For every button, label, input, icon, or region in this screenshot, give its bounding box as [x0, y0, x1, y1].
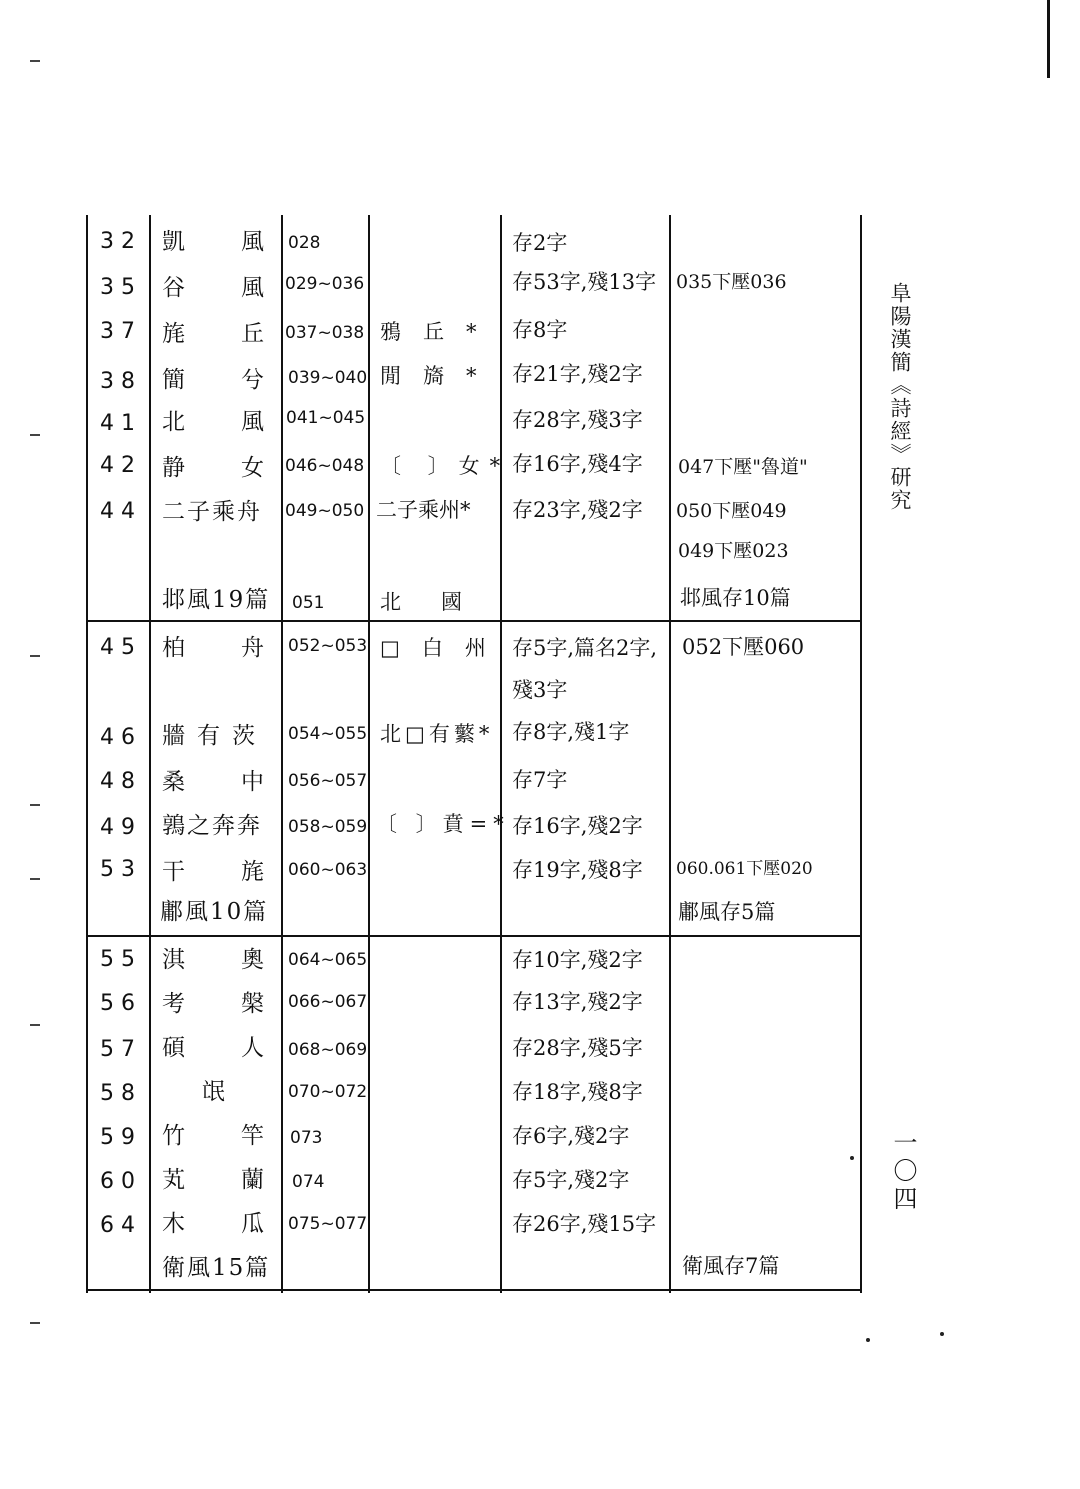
ode-title-char: 凱 [162, 229, 185, 255]
overlap-note: 049下壓023 [678, 540, 789, 562]
column-divider [149, 215, 151, 1293]
preserved-count: 存13字,殘2字 [512, 990, 643, 1014]
ode-title-char: 瓜 [241, 1211, 264, 1237]
ode-title-char: 槃 [241, 991, 264, 1017]
ode-title-char: 北 [162, 409, 185, 435]
slip-range: 054~055 [288, 724, 368, 744]
slip-range: 039~040 [288, 368, 368, 388]
ode-title-char: 丘 [241, 321, 264, 347]
ode-number: 60 [100, 1169, 142, 1194]
preserved-count: 存53字,殘13字 [512, 270, 657, 294]
slip-range: 068~069 [288, 1040, 368, 1060]
ode-title [162, 860, 264, 884]
section-summary-title: 衛風15篇 [162, 1255, 271, 1281]
slip-range: 064~065 [288, 950, 368, 970]
ode-number: 64 [100, 1213, 142, 1238]
page-number: 一〇四 [889, 1130, 917, 1214]
ode-title-char: 碩 [162, 1035, 185, 1061]
column-divider [500, 215, 502, 1293]
margin-mark [30, 804, 40, 806]
ode-title [162, 770, 264, 794]
ode-title-char: 木 [162, 1211, 185, 1237]
ode-title [162, 368, 264, 392]
preserved-count: 存26字,殘15字 [512, 1212, 657, 1236]
ode-number: 48 [100, 769, 142, 794]
ode-number: 42 [100, 453, 142, 478]
section-summary-note: 鄘風存5篇 [678, 900, 776, 924]
preserved-count: 存16字,殘4字 [512, 452, 643, 476]
ode-title [162, 456, 264, 480]
preserved-count: 存19字,殘8字 [512, 858, 643, 882]
variant-title: 閒旖* [380, 364, 499, 388]
ode-title-char: 谷 [162, 275, 185, 301]
speck [866, 1338, 870, 1342]
slip-range: 041~045 [286, 408, 366, 428]
ode-number: 46 [100, 725, 142, 750]
ode-number: 49 [100, 815, 142, 840]
section-divider [86, 620, 862, 622]
section-divider [86, 935, 862, 937]
ode-number: 35 [100, 275, 142, 300]
ode-title-char: 静 [162, 455, 185, 481]
overlap-note: 050下壓049 [676, 500, 787, 522]
ode-title: 牆有茨 [162, 723, 267, 749]
ode-title-char: 旄 [241, 859, 264, 885]
ode-title-char: 旄 [162, 321, 185, 347]
ode-title [162, 992, 264, 1016]
slip-range: 075~077 [288, 1214, 368, 1234]
ode-title [162, 276, 264, 300]
preserved-count: 存5字,殘2字 [512, 1168, 630, 1192]
overlap-note: 047下壓"魯道" [678, 456, 808, 478]
overlap-note: 052下壓060 [682, 635, 805, 659]
summary-slip: 051 [292, 593, 325, 613]
slip-range: 073 [290, 1128, 323, 1148]
ode-title [162, 322, 264, 346]
table-border-bottom [86, 1289, 862, 1291]
slip-range: 060~063 [288, 860, 368, 880]
ode-number: 59 [100, 1125, 142, 1150]
variant-title: 〔 〕女* [380, 454, 511, 478]
slip-range: 058~059 [288, 817, 368, 837]
preserved-count-cont: 殘3字 [512, 678, 568, 702]
variant-title: 二子乘州* [376, 498, 471, 522]
column-divider [281, 215, 283, 1293]
side-title: 阜陽漢簡《詩經》研究 [888, 282, 912, 512]
ode-title [162, 1168, 264, 1192]
margin-mark [30, 655, 40, 657]
preserved-count: 存8字 [512, 318, 568, 342]
ode-title: 二子乘舟 [162, 499, 262, 525]
preserved-count: 存28字,殘3字 [512, 408, 643, 432]
variant-title: 鴉丘* [380, 320, 499, 344]
preserved-count: 存8字,殘1字 [512, 720, 630, 744]
slip-range: 066~067 [288, 992, 368, 1012]
ode-number: 41 [100, 411, 142, 436]
ode-title-char: 淇 [162, 947, 185, 973]
ode-title-char: 風 [241, 229, 264, 255]
ode-title-char: 風 [241, 275, 264, 301]
ode-number: 56 [100, 991, 142, 1016]
ode-title-char: 人 [241, 1035, 264, 1061]
margin-mark [30, 1322, 40, 1324]
slip-range: 029~036 [285, 274, 365, 294]
speck [850, 1156, 854, 1160]
ode-number: 55 [100, 947, 142, 972]
overlap-note: 060.061下壓020 [676, 859, 813, 879]
preserved-count: 存2字 [512, 231, 568, 255]
preserved-count: 存23字,殘2字 [512, 498, 643, 522]
column-divider [368, 215, 370, 1293]
ode-title-char: 干 [162, 859, 185, 885]
ode-title-char: 奧 [241, 947, 264, 973]
preserved-count: 存7字 [512, 768, 568, 792]
ode-title-char: 考 [162, 991, 185, 1017]
table-border-left [86, 215, 88, 1293]
section-summary-note: 邶風存10篇 [680, 586, 791, 610]
ode-title [162, 1124, 264, 1148]
speck [940, 1332, 944, 1336]
summary-variant: 北國 [380, 590, 502, 614]
margin-mark [30, 1024, 40, 1026]
ode-title [162, 1036, 264, 1060]
ode-number: 32 [100, 229, 142, 254]
slip-range: 028 [288, 233, 321, 253]
ode-title-char: 風 [241, 409, 264, 435]
table-border-right [860, 215, 862, 1293]
section-summary-title: 邶風19篇 [162, 587, 271, 613]
variant-title: 〔 〕賁=* [376, 812, 510, 836]
section-summary-note: 衛風存7篇 [682, 1254, 780, 1278]
variant-title: □白州 [380, 636, 508, 660]
preserved-count: 存5字,篇名2字, [512, 636, 658, 660]
ode-title-char: 蘭 [241, 1167, 264, 1193]
ode-title [162, 230, 264, 254]
ode-number: 38 [100, 369, 142, 394]
page-edge-mark [1047, 0, 1050, 78]
ode-title-char: 芄 [162, 1167, 185, 1193]
ode-number: 45 [100, 635, 142, 660]
ode-title-char: 竹 [162, 1123, 185, 1149]
slip-range: 049~050 [285, 501, 365, 521]
ode-number: 53 [100, 857, 142, 882]
ode-title: 鶉之奔奔 [162, 813, 262, 839]
ode-title-char: 簡 [162, 367, 185, 393]
slip-range: 037~038 [285, 323, 365, 343]
ode-title-char: 中 [241, 769, 264, 795]
preserved-count: 存10字,殘2字 [512, 948, 643, 972]
margin-mark [30, 434, 40, 436]
ode-title: 氓 [202, 1079, 227, 1105]
column-divider [669, 215, 671, 1293]
slip-range: 052~053 [288, 636, 368, 656]
preserved-count: 存28字,殘5字 [512, 1036, 643, 1060]
ode-number: 58 [100, 1081, 142, 1106]
ode-title-char: 舟 [241, 635, 264, 661]
ode-title-char: 桑 [162, 769, 185, 795]
margin-mark [30, 60, 40, 62]
preserved-count: 存21字,殘2字 [512, 362, 643, 386]
ode-number: 57 [100, 1037, 142, 1062]
ode-title [162, 410, 264, 434]
slip-range: 070~072 [288, 1082, 368, 1102]
ode-title [162, 1212, 264, 1236]
slip-range: 074 [292, 1172, 325, 1192]
margin-mark [30, 878, 40, 880]
slip-range: 056~057 [288, 771, 368, 791]
preserved-count: 存6字,殘2字 [512, 1124, 630, 1148]
ode-title-char: 竿 [241, 1123, 264, 1149]
preserved-count: 存16字,殘2字 [512, 814, 643, 838]
variant-title: 北□有蘩* [380, 722, 494, 746]
ode-title-char: 兮 [241, 367, 264, 393]
slip-range: 046~048 [285, 456, 365, 476]
ode-number: 37 [100, 319, 142, 344]
ode-number: 44 [100, 499, 142, 524]
ode-title-char: 柏 [162, 635, 185, 661]
section-summary-title: 鄘風10篇 [160, 899, 269, 925]
ode-title-char: 女 [241, 455, 264, 481]
overlap-note: 035下壓036 [676, 271, 787, 293]
preserved-count: 存18字,殘8字 [512, 1080, 643, 1104]
ode-title [162, 636, 264, 660]
ode-title [162, 948, 264, 972]
